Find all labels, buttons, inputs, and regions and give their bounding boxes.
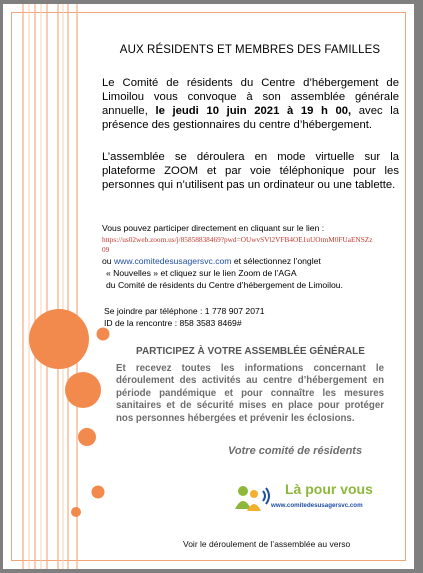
website-line-end: et sélectionnez l’onglet bbox=[231, 256, 321, 266]
website-line bbox=[102, 256, 321, 267]
phone-number: Se joindre par téléphone : 1 778 907 2071 bbox=[104, 306, 265, 316]
comite-line: du Comité de résidents du Centre d’hébergement de Limoilou. bbox=[106, 280, 343, 290]
website-link[interactable]: www.comitedesusagersvc.com bbox=[113, 256, 232, 266]
people-speech-icon bbox=[233, 483, 273, 513]
participation-intro: Vous pouvez participer directement en cliquant sur le lien : bbox=[102, 223, 325, 233]
ou-text: ou bbox=[102, 256, 114, 266]
convocation-text-end: avec la présence des gestionnaires du centre d’hébergement. bbox=[102, 105, 400, 131]
nouvelles-instructions: « Nouvelles » et cliquez sur le lien Zoom de l’AGA bbox=[106, 268, 297, 278]
footer-note: Voir le déroulement de l’assemblée au verso bbox=[183, 539, 351, 549]
flyer-page bbox=[3, 4, 414, 569]
zoom-link[interactable]: https://us02web.zoom.us/j/85858838469?pwd=OUwvSVl2VFB4OE1uUOtmM0FUaENSZz bbox=[102, 235, 373, 244]
section-heading: PARTICIPEZ À VOTRE ASSEMBLÉE GÉNÉRALE bbox=[136, 346, 365, 357]
signature: Votre comité de résidents bbox=[228, 445, 363, 457]
meeting-date: le jeudi 10 juin 2021 à 19 h 00, bbox=[155, 105, 352, 117]
logo-tagline: Là pour vous bbox=[285, 481, 373, 497]
meeting-id: ID de la rencontre : 858 3583 8469# bbox=[104, 318, 242, 328]
convocation-paragraph bbox=[102, 76, 399, 132]
virtual-meeting-paragraph: L’assemblée se déroulera en mode virtuelle sur la plateforme ZOOM et par voie téléphonique pour les personnes qui n’utilisent pas un ordinateur ou une tablette. bbox=[102, 151, 399, 191]
section-body: Et recevez toutes les informations concernant le déroulement des activités au centre d’hébergement en période pandémique et pour connaître les mesures sanitaires et de sécurité mises en place pour protéger nos personnes hébergées et prévenir les éclosions. bbox=[116, 363, 384, 424]
page-title: AUX RÉSIDENTS ET MEMBRES DES FAMILLES bbox=[119, 44, 381, 56]
convocation-text: Le Comité de résidents du Centre d’hébergement de Limoilou vous convoque à son assemblée générale annuelle, bbox=[102, 77, 399, 117]
organization-logo bbox=[233, 481, 383, 519]
zoom-link-end[interactable]: 09 bbox=[102, 245, 110, 254]
logo-url: www.comitedesusagersvc.com bbox=[271, 502, 363, 509]
